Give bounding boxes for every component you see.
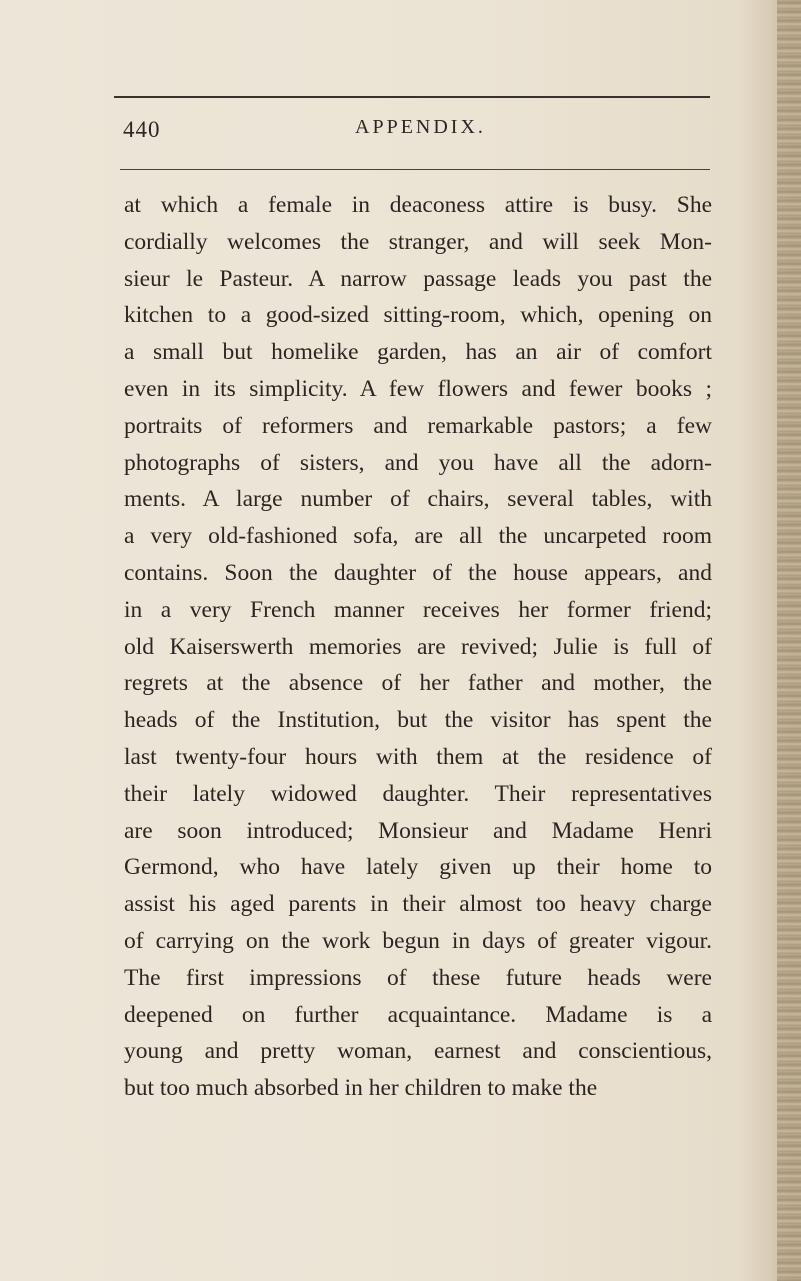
header-rule bbox=[120, 169, 710, 170]
text-line: kitchen to a good-sized sitting-room, which, opening on bbox=[124, 302, 712, 329]
page-number: 440 bbox=[123, 117, 161, 142]
text-line: deepened on further acquaintance. Madame is a bbox=[124, 1001, 712, 1028]
page-edge-shadow bbox=[777, 0, 801, 1281]
text-line: assist his aged parents in their almost too heavy charge bbox=[124, 891, 712, 918]
body-text bbox=[124, 187, 712, 1107]
text-line: their lately widowed daughter. Their representatives bbox=[124, 780, 712, 807]
text-line: young and pretty woman, earnest and conscientious, bbox=[124, 1038, 712, 1065]
top-rule bbox=[114, 96, 710, 98]
text-line: but too much absorbed in her children to make the bbox=[124, 1075, 598, 1102]
running-head: APPENDIX. bbox=[355, 116, 486, 138]
text-line: photographs of sisters, and you have all the adorn- bbox=[124, 449, 712, 476]
text-line: old Kaiserswerth memories are revived; Julie is full of bbox=[124, 633, 712, 660]
text-line: The first impressions of these future heads were bbox=[124, 964, 712, 991]
text-line: in a very French manner receives her former friend; bbox=[124, 596, 712, 623]
text-line: at which a female in deaconess attire is busy. She bbox=[124, 192, 712, 218]
text-line: regrets at the absence of her father and mother, the bbox=[124, 670, 712, 697]
text-line: ments. A large number of chairs, several tables, with bbox=[124, 486, 712, 513]
text-line: contains. Soon the daughter of the house appears, and bbox=[124, 559, 712, 586]
text-line: a very old-fashioned sofa, are all the uncarpeted room bbox=[124, 523, 712, 550]
text-line: even in its simplicity. A few flowers and fewer books ; bbox=[124, 375, 712, 402]
text-line: cordially welcomes the stranger, and will seek Mon- bbox=[124, 228, 712, 255]
text-line: of carrying on the work begun in days of greater vigour. bbox=[124, 927, 712, 954]
text-line: heads of the Institution, but the visitor has spent the bbox=[124, 707, 712, 734]
text-line: portraits of reformers and remarkable pastors; a few bbox=[124, 412, 712, 439]
text-line: Germond, who have lately given up their home to bbox=[124, 854, 712, 881]
text-line: a small but homelike garden, has an air of comfort bbox=[124, 339, 712, 366]
text-line: are soon introduced; Monsieur and Madame Henri bbox=[124, 817, 712, 844]
text-line: sieur le Pasteur. A narrow passage leads you past the bbox=[124, 265, 712, 292]
text-line: last twenty-four hours with them at the residence of bbox=[124, 743, 712, 770]
